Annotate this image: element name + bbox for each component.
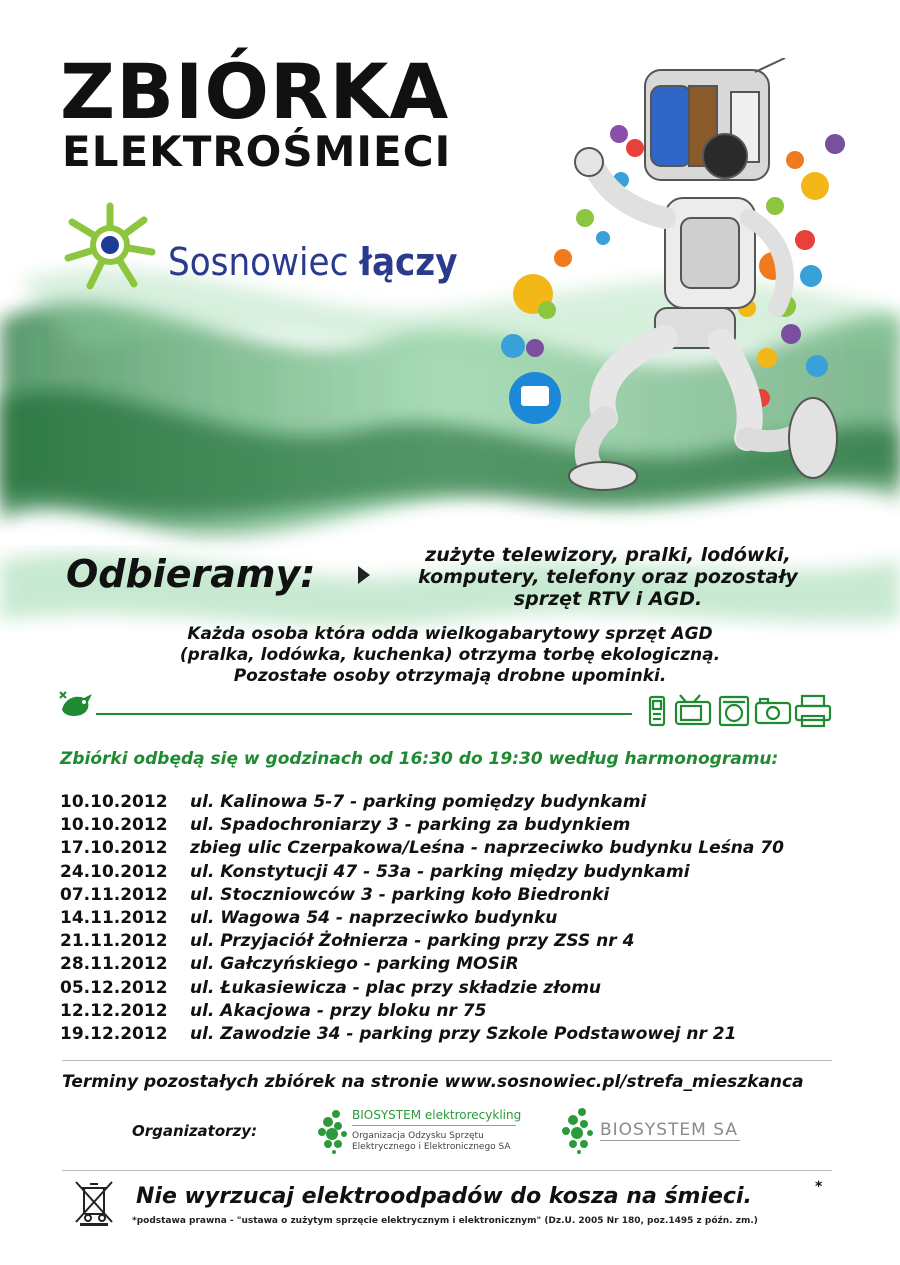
poster-subtitle: ELEKTROŚMIECI xyxy=(62,127,452,176)
bonus-line: (pralka, lodówka, kuchenka) otrzyma torbę ekologiczną. xyxy=(179,645,721,665)
divider-line xyxy=(96,713,632,715)
schedule-date: 05.12.2012 xyxy=(60,977,168,998)
schedule-date: 28.11.2012 xyxy=(60,954,168,975)
separator xyxy=(62,1170,832,1171)
schedule-place: ul. Zawodzie 34 - parking przy Szkole Podstawowej nr 21 xyxy=(190,1023,737,1044)
legal-footnote: *podstawa prawna - "ustawa o zużytym sprzęcie elektrycznym i elektronicznym" (Dz.U. 2005 Nr 180, poz.1495 z późn. zm.) xyxy=(132,1216,758,1226)
schedule-date: 21.11.2012 xyxy=(60,931,168,952)
schedule-place: ul. Kalinowa 5-7 - parking pomiędzy budynkami xyxy=(190,792,647,812)
phone-icon xyxy=(650,697,664,725)
crossed-bin-icon xyxy=(72,1178,116,1226)
separator xyxy=(62,1060,832,1061)
schedule-place: ul. Przyjaciół Żołnierza - parking przy ZSS nr 4 xyxy=(190,931,635,952)
schedule-row xyxy=(60,907,860,930)
camera-icon xyxy=(756,699,790,723)
schedule-place: ul. Akacjowa - przy bloku nr 75 xyxy=(190,1000,487,1021)
schedule-list xyxy=(60,791,860,1046)
arrow-right-icon xyxy=(358,566,370,584)
accepted-items-line: zużyte telewizory, pralki, lodówki, xyxy=(425,544,791,566)
organizers-label: Organizatorzy: xyxy=(132,1122,258,1140)
robot-illustration xyxy=(485,58,865,498)
receive-label: Odbieramy: xyxy=(66,552,316,596)
terms-link-text: Terminy pozostałych zbiórek na stronie www.sosnowiec.pl/strefa_mieszkanca xyxy=(62,1072,804,1092)
schedule-date: 14.11.2012 xyxy=(60,907,168,928)
schedule-place: ul. Konstytucji 47 - 53a - parking między budynkami xyxy=(190,861,690,882)
accepted-items xyxy=(398,544,818,610)
schedule-date: 07.11.2012 xyxy=(60,884,168,905)
accepted-items-line: sprzęt RTV i AGD. xyxy=(513,588,703,610)
schedule-row xyxy=(60,930,860,953)
schedule-date: 17.10.2012 xyxy=(60,838,168,859)
biosystem-elektrorecykling-name: BIOSYSTEM elektrorecykling xyxy=(352,1108,522,1122)
schedule-date: 10.10.2012 xyxy=(60,792,168,812)
schedule-date: 12.12.2012 xyxy=(60,1000,168,1021)
biosystem-sa-name: BIOSYSTEM SA xyxy=(600,1120,738,1140)
biosystem-subtitle-line: Elektrycznego i Elektronicznego SA xyxy=(352,1142,511,1152)
biosystem-subtitle xyxy=(352,1131,552,1153)
schedule-row xyxy=(60,953,860,976)
footnote-star: * xyxy=(815,1179,823,1195)
schedule-row xyxy=(60,1023,860,1046)
schedule-row xyxy=(60,861,860,884)
accepted-items-line: komputery, telefony oraz pozostały xyxy=(418,566,798,588)
schedule-date: 10.10.2012 xyxy=(60,815,168,836)
schedule-heading: Zbiórki odbędą się w godzinach od 16:30 do 19:30 według harmonogramu: xyxy=(60,749,779,769)
schedule-place: ul. Wagowa 54 - naprzeciwko budynku xyxy=(190,907,558,928)
schedule-place: ul. Łukasiewicza - plac przy składzie złomu xyxy=(190,977,602,998)
tv-icon xyxy=(676,695,710,724)
schedule-row xyxy=(60,791,860,814)
schedule-row xyxy=(60,884,860,907)
printer-icon xyxy=(796,696,830,726)
separator xyxy=(352,1125,516,1126)
schedule-place: ul. Spadochroniarzy 3 - parking za budynkiem xyxy=(190,815,631,836)
schedule-place: ul. Gałczyńskiego - parking MOSiR xyxy=(190,954,519,975)
washer-icon xyxy=(720,697,748,725)
device-icons xyxy=(646,694,836,728)
schedule-date: 24.10.2012 xyxy=(60,861,168,882)
bonus-line: Każda osoba która odda wielkogabarytowy sprzęt AGD xyxy=(187,624,713,644)
sosnowiec-brand-text: Sosnowiec łączy xyxy=(168,240,458,284)
schedule-date: 19.12.2012 xyxy=(60,1023,168,1044)
bonus-line: Pozostałe osoby otrzymają drobne upominki. xyxy=(233,666,667,686)
bird-icon xyxy=(58,688,98,720)
schedule-row xyxy=(60,814,860,837)
schedule-place: zbieg ulic Czerpakowa/Leśna - naprzeciwko budynku Leśna 70 xyxy=(190,838,784,859)
poster-title: ZBIÓRKA xyxy=(60,47,450,136)
warning-text: Nie wyrzucaj elektroodpadów do kosza na śmieci. xyxy=(136,1184,752,1209)
bonus-info xyxy=(140,624,760,687)
biosystem-sa-dots-icon xyxy=(560,1104,596,1154)
schedule-row xyxy=(60,977,860,1000)
sosnowiec-sun-logo-icon xyxy=(64,200,156,290)
schedule-row xyxy=(60,1000,860,1023)
biosystem-subtitle-line: Organizacja Odzysku Sprzętu xyxy=(352,1131,484,1141)
biosystem-dots-icon xyxy=(316,1106,350,1154)
schedule-place: ul. Stoczniowców 3 - parking koło Biedronki xyxy=(190,884,610,905)
schedule-row xyxy=(60,837,860,860)
separator xyxy=(600,1140,740,1141)
